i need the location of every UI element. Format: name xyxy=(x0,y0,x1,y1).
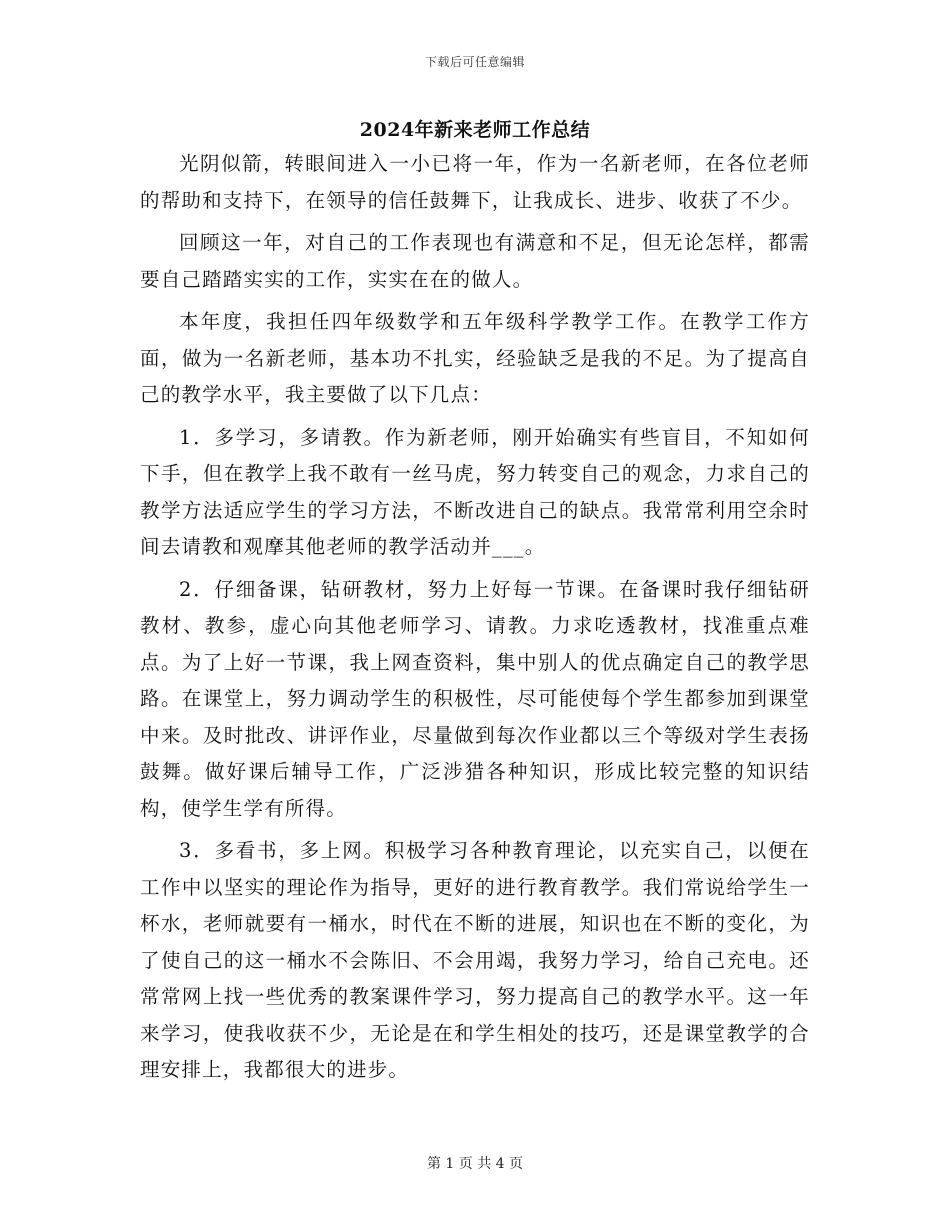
paragraph-review: 回顾这一年，对自己的工作表现也有满意和不足，但无论怎样，都需要自己踏踏实实的工作，实实在在的做人。 xyxy=(140,231,810,291)
page-header-note: 下载后可任意编辑 xyxy=(424,55,525,69)
page-number: 第 1 页 共 4 页 xyxy=(426,1156,524,1172)
document-title: 2024年新来老师工作总结 xyxy=(359,119,591,141)
paragraph-point-3: 3．多看书，多上网。积极学习各种教育理论，以充实自己，以便在工作中以坚实的理论作为指导，更好的进行教育教学。我们常说给学生一杯水，老师就要有一桶水，时代在不断的进展，知识也在不断的变化，为了使自己的这一桶水不会陈旧、不会用竭，我努力学习，给自己充电。还常常网上找一些优秀的教案课件学习，努力提高自己的教学水平。这一年来学习，使我收获不少，无论是在和学生相处的技巧，还是课堂教学的合理安排上，我都很大的进步。 xyxy=(140,839,810,1081)
paragraph-duties: 本年度，我担任四年级数学和五年级科学教学工作。在教学工作方面，做为一名新老师，基本功不扎实，经验缺乏是我的不足。为了提高自己的教学水平，我主要做了以下几点： xyxy=(140,310,810,406)
paragraph-intro: 光阴似箭，转眼间进入一小已将一年，作为一名新老师，在各位老师的帮助和支持下，在领导的信任鼓舞下，让我成长、进步、收获了不少。 xyxy=(140,152,810,212)
paragraph-point-1: 1．多学习，多请教。作为新老师，刚开始确实有些盲目，不知如何下手，但在教学上我不敢有一丝马虎，努力转变自己的观念，力求自己的教学方法适应学生的学习方法，不断改进自己的缺点。我常常利用空余时间去请教和观摩其他老师的教学活动并___。 xyxy=(140,425,810,558)
document-body xyxy=(140,146,810,1095)
paragraph-point-2: 2．仔细备课，钻研教材，努力上好每一节课。在备课时我仔细钻研教材、教参，虚心向其他老师学习、请教。力求吃透教材，找准重点难点。为了上好一节课，我上网查资料，集中别人的优点确定自己的教学思路。在课堂上，努力调动学生的积极性，尽可能使每个学生都参加到课堂中来。及时批改、讲评作业，尽量做到每次作业都以三个等级对学生表扬鼓舞。做好课后辅导工作，广泛涉猎各种知识，形成比较完整的知识结构，使学生学有所得。 xyxy=(140,577,810,820)
